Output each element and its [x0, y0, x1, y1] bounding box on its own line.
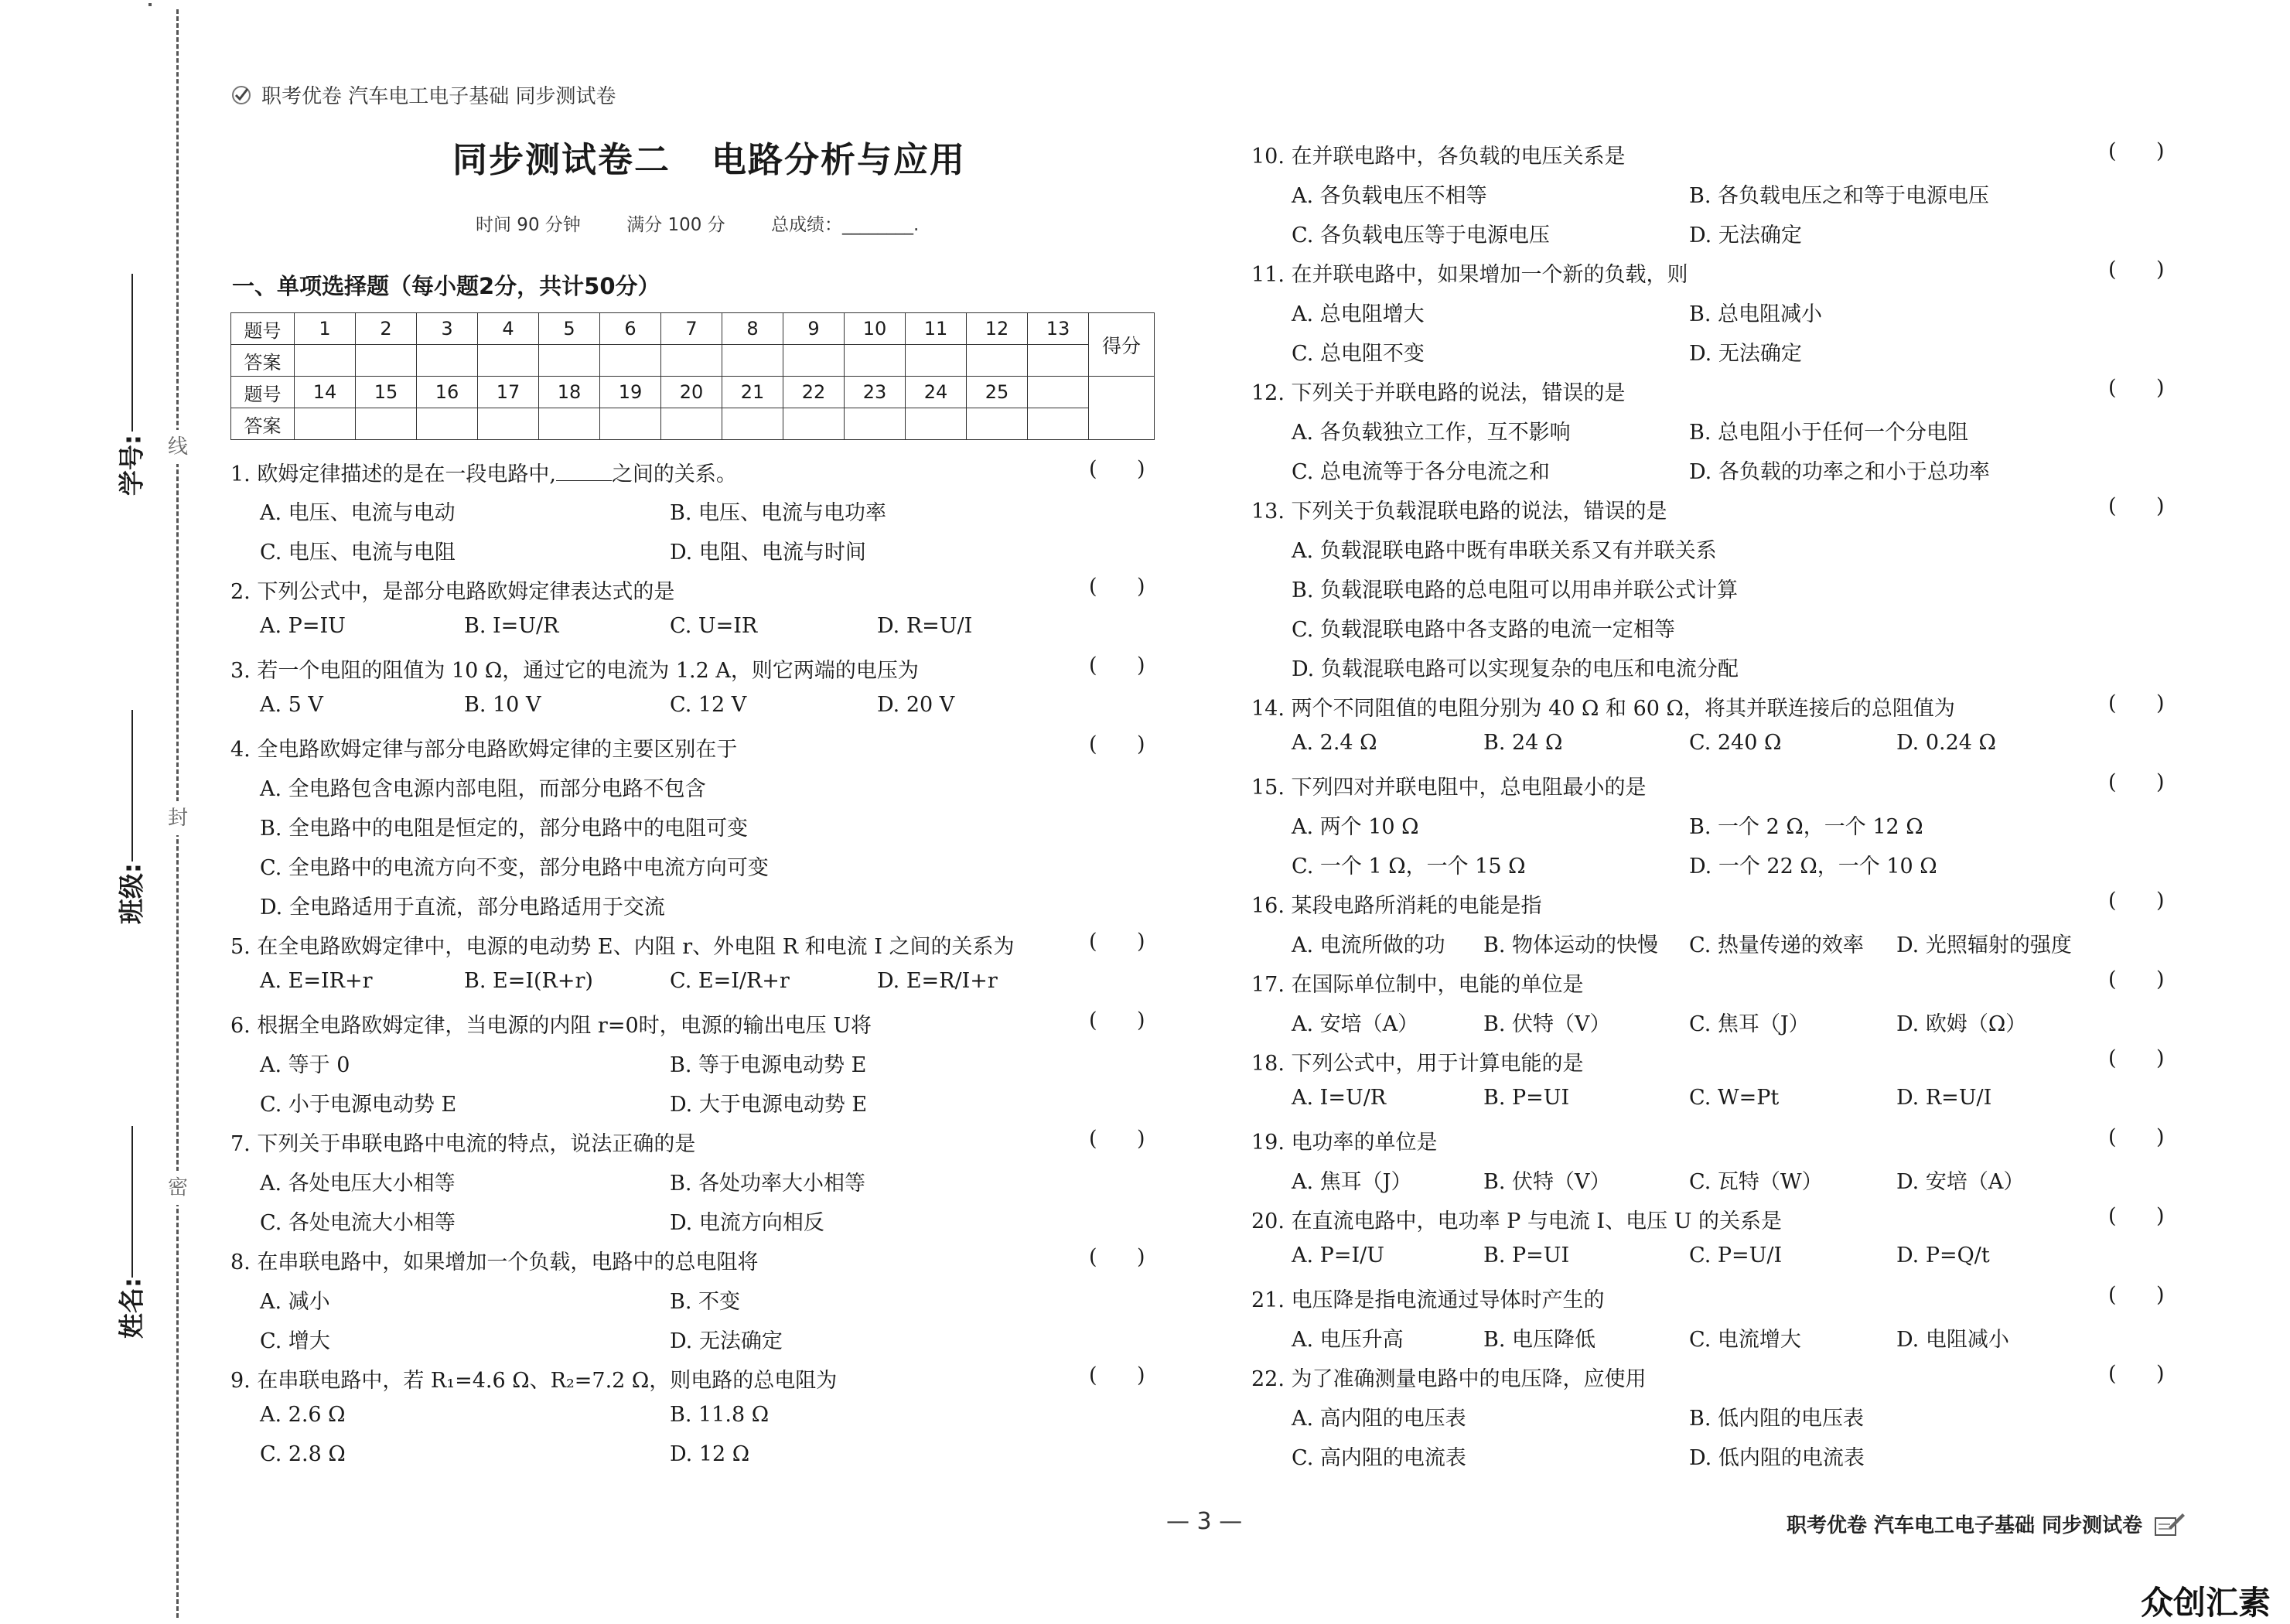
question-19-stem: 19. 电功率的单位是: [1251, 1131, 1438, 1155]
series-header: [230, 80, 616, 109]
answer-paren[interactable]: ( ): [2108, 139, 2165, 163]
question-7-option-d[interactable]: D. 电流方向相反: [670, 1211, 824, 1235]
exam-full-score: 满分 100 分: [626, 215, 725, 235]
question-22-option-a[interactable]: A. 高内阻的电压表: [1292, 1407, 1466, 1431]
question-number-cell: 1: [295, 313, 356, 345]
question-6-option-c[interactable]: C. 小于电源电动势 E: [260, 1093, 457, 1117]
question-14-option-d[interactable]: D. 0.24 Ω: [1896, 731, 1996, 755]
answer-cell[interactable]: [783, 408, 845, 440]
question-16-stem: 16. 某段电路所消耗的电能是指: [1251, 894, 1542, 918]
question-number-cell: 25: [967, 377, 1028, 408]
question-number-cell: 3: [417, 313, 478, 345]
question-3-option-a[interactable]: A. 5 V: [260, 693, 323, 717]
answer-paren[interactable]: ( ): [2108, 258, 2165, 281]
question-16-option-d[interactable]: D. 光照辐射的强度: [1896, 933, 2072, 957]
question-10-option-a[interactable]: A. 各负载电压不相等: [1292, 184, 1487, 208]
answer-cell[interactable]: [539, 345, 600, 377]
question-number-cell: 23: [845, 377, 906, 408]
question-20-option-b[interactable]: B. P=UI: [1483, 1244, 1570, 1267]
question-22-option-b[interactable]: B. 低内阻的电压表: [1689, 1407, 1865, 1431]
table-header-cell: 答案: [231, 345, 295, 377]
question-18-option-b[interactable]: B. P=UI: [1483, 1086, 1570, 1110]
question-9-option-b[interactable]: B. 11.8 Ω: [670, 1403, 770, 1427]
table-header-cell: 答案: [231, 408, 295, 440]
question-6-option-d[interactable]: D. 大于电源电动势 E: [670, 1093, 868, 1117]
answer-cell[interactable]: [661, 408, 722, 440]
question-16-option-a[interactable]: A. 电流所做的功: [1292, 933, 1445, 957]
question-16-option-b[interactable]: B. 物体运动的快慢: [1483, 933, 1659, 957]
answer-paren[interactable]: ( ): [2108, 770, 2165, 794]
check-icon: [230, 84, 252, 106]
page-number: — 3 —: [1166, 1508, 1243, 1535]
answer-paren[interactable]: ( ): [2108, 1125, 2165, 1149]
question-10-option-b[interactable]: B. 各负载电压之和等于电源电压: [1689, 184, 1990, 208]
series-header-text: 职考优卷 汽车电工电子基础 同步测试卷: [261, 85, 616, 108]
question-number-cell: 20: [661, 377, 722, 408]
answer-cell[interactable]: [661, 345, 722, 377]
score-header-cell: 得分: [1089, 313, 1155, 377]
answer-cell[interactable]: [783, 345, 845, 377]
answer-paren[interactable]: ( ): [2108, 889, 2165, 913]
question-12-option-c[interactable]: C. 总电流等于各分电流之和: [1292, 460, 1550, 484]
question-9-option-c[interactable]: C. 2.8 Ω: [260, 1442, 346, 1466]
question-16-option-c[interactable]: C. 热量传递的效率: [1689, 933, 1864, 957]
question-20-stem: 20. 在直流电路中，电功率 P 与电流 I、电压 U 的关系是: [1251, 1209, 1783, 1233]
answer-paren[interactable]: ( ): [2108, 376, 2165, 400]
question-17-option-c[interactable]: C. 焦耳（J）: [1689, 1012, 1810, 1036]
question-17-option-a[interactable]: A. 安培（A）: [1292, 1012, 1419, 1036]
fill-blank[interactable]: [556, 463, 612, 481]
question-1-option-c[interactable]: C. 电压、电流与电阻: [260, 541, 456, 565]
question-7-option-b[interactable]: B. 各处功率大小相等: [670, 1172, 866, 1196]
question-22-option-d[interactable]: D. 低内阻的电流表: [1689, 1446, 1865, 1470]
question-15-option-b[interactable]: B. 一个 2 Ω，一个 12 Ω: [1689, 815, 1923, 839]
question-15-stem: 15. 下列四对并联电阻中，总电阻最小的是: [1251, 776, 1647, 800]
answer-paren[interactable]: ( ): [1089, 732, 1145, 756]
answer-cell[interactable]: [722, 345, 783, 377]
question-6-option-b[interactable]: B. 等于电源电动势 E: [670, 1053, 867, 1077]
question-number-cell: 19: [600, 377, 661, 408]
table-header-cell: 题号: [231, 313, 295, 345]
answer-paren[interactable]: ( ): [1089, 575, 1145, 599]
question-9-stem: 9. 在串联电路中，若 R₁=4.6 Ω、R₂=7.2 Ω，则电路的总电阻为: [230, 1369, 838, 1393]
answer-cell[interactable]: [295, 408, 356, 440]
question-20-option-d[interactable]: D. P=Q/t: [1896, 1244, 1990, 1267]
question-5-option-b[interactable]: B. E=I(R+r): [464, 969, 593, 993]
question-14-option-c[interactable]: C. 240 Ω: [1689, 731, 1782, 755]
question-19-option-a[interactable]: A. 焦耳（J）: [1292, 1170, 1412, 1194]
question-17-stem: 17. 在国际单位制中，电能的单位是: [1251, 973, 1584, 997]
question-number-cell: 16: [417, 377, 478, 408]
question-3-option-d[interactable]: D. 20 V: [877, 693, 955, 717]
question-12-stem: 12. 下列关于并联电路的说法，错误的是: [1251, 381, 1626, 405]
answer-cell[interactable]: [295, 345, 356, 377]
question-18-option-d[interactable]: D. R=U/I: [1896, 1086, 1992, 1110]
question-11-option-b[interactable]: B. 总电阻减小: [1689, 302, 1823, 326]
question-14-option-a[interactable]: A. 2.4 Ω: [1292, 731, 1377, 755]
question-number-cell: 9: [783, 313, 845, 345]
answer-paren[interactable]: ( ): [1089, 1127, 1145, 1151]
question-number-cell: 12: [967, 313, 1028, 345]
answer-paren[interactable]: ( ): [2108, 1046, 2165, 1070]
question-1-option-a[interactable]: A. 电压、电流与电动: [260, 501, 456, 525]
question-2-option-b[interactable]: B. I=U/R: [464, 614, 559, 638]
question-1-stem-part2: 之间的关系。: [611, 462, 737, 486]
question-number-cell: 24: [906, 377, 967, 408]
question-21-option-a[interactable]: A. 电压升高: [1292, 1328, 1404, 1352]
answer-cell[interactable]: [906, 345, 967, 377]
question-1-stem: [230, 457, 737, 487]
question-13-stem: 13. 下列关于负载混联电路的说法，错误的是: [1251, 500, 1667, 524]
question-2-option-c[interactable]: C. U=IR: [670, 614, 758, 638]
question-12-option-a[interactable]: A. 各负载独立工作，互不影响: [1292, 421, 1571, 445]
question-7-option-a[interactable]: A. 各处电压大小相等: [260, 1172, 456, 1196]
question-20-option-a[interactable]: A. P=I/U: [1292, 1244, 1384, 1267]
question-6-option-a[interactable]: A. 等于 0: [260, 1053, 350, 1077]
question-15-option-c[interactable]: C. 一个 1 Ω，一个 15 Ω: [1292, 855, 1526, 879]
student-id-underline: [131, 274, 133, 432]
answer-table: [230, 312, 1155, 440]
answer-cell[interactable]: [906, 408, 967, 440]
student-id-label: 学号:: [116, 434, 147, 496]
question-number-cell: 4: [478, 313, 539, 345]
question-number-cell: 17: [478, 377, 539, 408]
answer-paren[interactable]: ( ): [1089, 653, 1145, 677]
question-1-stem-part1: 1. 欧姆定律描述的是在一段电路中,: [230, 462, 556, 486]
answer-cell[interactable]: [1028, 408, 1089, 440]
question-4-option-b[interactable]: B. 全电路中的电阻是恒定的，部分电路中的电阻可变: [260, 817, 749, 841]
answer-paren[interactable]: ( ): [2108, 494, 2165, 518]
question-number-cell: 6: [600, 313, 661, 345]
answer-cell[interactable]: [478, 408, 539, 440]
question-12-option-b[interactable]: B. 总电阻小于任何一个分电阻: [1689, 421, 1969, 445]
question-5-option-a[interactable]: A. E=IR+r: [260, 969, 373, 993]
question-number-cell: 8: [722, 313, 783, 345]
question-18-stem: 18. 下列公式中，用于计算电能的是: [1251, 1052, 1584, 1076]
question-18-option-c[interactable]: C. W=Pt: [1689, 1086, 1780, 1110]
answer-paren[interactable]: ( ): [2108, 691, 2165, 715]
question-3-stem: 3. 若一个电阻的阻值为 10 Ω，通过它的电流为 1.2 A，则它两端的电压为: [230, 659, 919, 683]
question-21-option-c[interactable]: C. 电流增大: [1689, 1328, 1801, 1352]
name-underline: [131, 1126, 133, 1278]
exam-time: 时间 90 分钟: [476, 215, 581, 235]
question-2-stem: 2. 下列公式中，是部分电路欧姆定律表达式的是: [230, 580, 675, 604]
question-6-stem: 6. 根据全电路欧姆定律，当电源的内阻 r=0时，电源的输出电压 U将: [230, 1014, 872, 1038]
answer-paren[interactable]: ( ): [2108, 1204, 2165, 1228]
answer-paren[interactable]: ( ): [1089, 930, 1145, 954]
question-13-option-c[interactable]: C. 负载混联电路中各支路的电流一定相等: [1292, 618, 1675, 642]
answer-cell[interactable]: [478, 345, 539, 377]
answer-cell[interactable]: [967, 408, 1028, 440]
binding-dot: [148, 3, 152, 6]
answer-cell[interactable]: [967, 345, 1028, 377]
question-8-stem: 8. 在串联电路中，如果增加一个负载，电路中的总电阻将: [230, 1250, 759, 1274]
question-10-stem: 10. 在并联电路中，各负载的电压关系是: [1251, 145, 1626, 169]
question-number-cell: 5: [539, 313, 600, 345]
question-21-stem: 21. 电压降是指电流通过导体时产生的: [1251, 1288, 1605, 1312]
question-number-cell: 2: [356, 313, 417, 345]
answer-cell[interactable]: [845, 408, 906, 440]
binding-mark-line: 线: [162, 430, 193, 464]
answer-cell[interactable]: [722, 408, 783, 440]
binding-mark-seal: 封: [162, 801, 193, 835]
question-21-option-d[interactable]: D. 电阻减小: [1896, 1328, 2009, 1352]
answer-cell[interactable]: [1028, 345, 1089, 377]
pen-paper-icon: [2153, 1510, 2186, 1538]
question-1-option-d[interactable]: D. 电阻、电流与时间: [670, 541, 866, 565]
question-number-cell: 13: [1028, 313, 1089, 345]
question-2-option-d[interactable]: D. R=U/I: [877, 614, 973, 638]
question-11-stem: 11. 在并联电路中，如果增加一个新的负载，则: [1251, 263, 1688, 287]
question-4-option-a[interactable]: A. 全电路包含电源内部电阻，而部分电路不包含: [260, 777, 706, 801]
question-3-option-c[interactable]: C. 12 V: [670, 693, 747, 717]
answer-paren[interactable]: ( ): [2108, 1283, 2165, 1307]
question-number-cell: [1028, 377, 1089, 408]
question-8-option-a[interactable]: A. 减小: [260, 1290, 330, 1314]
question-13-option-a[interactable]: A. 负载混联电路中既有串联关系又有并联关系: [1292, 539, 1717, 563]
question-21-option-b[interactable]: B. 电压降低: [1483, 1328, 1596, 1352]
answer-paren[interactable]: ( ): [1089, 457, 1145, 481]
question-number-cell: 7: [661, 313, 722, 345]
page-title: 同步测试卷二 电路分析与应用: [452, 139, 967, 180]
question-7-option-c[interactable]: C. 各处电流大小相等: [260, 1211, 456, 1235]
question-20-option-c[interactable]: C. P=U/I: [1689, 1244, 1783, 1267]
section-title: 一、单项选择题（每小题2分，共计50分）: [232, 273, 660, 299]
exam-meta: [476, 210, 959, 236]
answer-cell[interactable]: [539, 408, 600, 440]
answer-cell[interactable]: [845, 345, 906, 377]
question-18-option-a[interactable]: A. I=U/R: [1292, 1086, 1387, 1110]
question-22-option-c[interactable]: C. 高内阻的电流表: [1292, 1446, 1466, 1470]
question-5-stem: 5. 在全电路欧姆定律中，电源的电动势 E、内阻 r、外电阻 R 和电流 I 之间的关系为: [230, 935, 1015, 959]
question-5-option-c[interactable]: C. E=I/R+r: [670, 969, 790, 993]
question-4-stem: 4. 全电路欧姆定律与部分电路欧姆定律的主要区别在于: [230, 738, 738, 762]
answer-paren[interactable]: ( ): [1089, 1245, 1145, 1269]
question-9-option-a[interactable]: A. 2.6 Ω: [260, 1403, 346, 1427]
question-17-option-d[interactable]: D. 欧姆（Ω）: [1896, 1012, 2027, 1036]
question-number-cell: 18: [539, 377, 600, 408]
question-19-option-d[interactable]: D. 安培（A）: [1896, 1170, 2025, 1194]
question-15-option-a[interactable]: A. 两个 10 Ω: [1292, 815, 1419, 839]
question-13-option-d[interactable]: D. 负载混联电路可以实现复杂的电压和电流分配: [1292, 657, 1739, 681]
answer-cell[interactable]: [417, 345, 478, 377]
question-17-option-b[interactable]: B. 伏特（V）: [1483, 1012, 1611, 1036]
exam-total-score: 总成绩：________.: [771, 215, 920, 235]
question-8-option-d[interactable]: D. 无法确定: [670, 1329, 783, 1353]
question-4-option-c[interactable]: C. 全电路中的电流方向不变，部分电路中电流方向可变: [260, 856, 769, 880]
footer-text: 职考优卷 汽车电工电子基础 同步测试卷: [1787, 1514, 2143, 1537]
question-15-option-d[interactable]: D. 一个 22 Ω，一个 10 Ω: [1689, 855, 1937, 879]
question-19-option-c[interactable]: C. 瓦特（W）: [1689, 1170, 1823, 1194]
question-number-cell: 15: [356, 377, 417, 408]
question-19-option-b[interactable]: B. 伏特（V）: [1483, 1170, 1611, 1194]
question-10-option-c[interactable]: C. 各负载电压等于电源电压: [1292, 223, 1550, 247]
question-1-option-b[interactable]: B. 电压、电流与电功率: [670, 501, 887, 525]
question-8-option-c[interactable]: C. 增大: [260, 1329, 330, 1353]
question-14-stem: 14. 两个不同阻值的电阻分别为 40 Ω 和 60 Ω，将其并联连接后的总阻值为: [1251, 697, 1955, 721]
watermark-logo: 众创汇素: [2141, 1584, 2271, 1622]
question-number-cell: 11: [906, 313, 967, 345]
answer-paren[interactable]: ( ): [2108, 967, 2165, 991]
footer: [1787, 1510, 2186, 1538]
question-2-option-a[interactable]: A. P=IU: [260, 614, 346, 638]
question-22-stem: 22. 为了准确测量电路中的电压降，应使用: [1251, 1367, 1647, 1391]
question-number-cell: 10: [845, 313, 906, 345]
question-11-option-d[interactable]: D. 无法确定: [1689, 342, 1802, 366]
answer-cell[interactable]: [600, 345, 661, 377]
question-number-cell: 21: [722, 377, 783, 408]
class-label: 班级:: [116, 862, 147, 925]
name-label: 姓名:: [116, 1277, 147, 1339]
answer-cell[interactable]: [417, 408, 478, 440]
question-14-option-b[interactable]: B. 24 Ω: [1483, 731, 1563, 755]
table-header-cell: 题号: [231, 377, 295, 408]
question-number-cell: 22: [783, 377, 845, 408]
question-10-option-d[interactable]: D. 无法确定: [1689, 223, 1802, 247]
question-11-option-a[interactable]: A. 总电阻增大: [1292, 302, 1425, 326]
question-11-option-c[interactable]: C. 总电阻不变: [1292, 342, 1425, 366]
class-underline: [131, 710, 133, 861]
question-5-option-d[interactable]: D. E=R/I+r: [877, 969, 998, 993]
question-9-option-d[interactable]: D. 12 Ω: [670, 1442, 750, 1466]
answer-cell[interactable]: [356, 408, 417, 440]
question-13-option-b[interactable]: B. 负载混联电路的总电阻可以用串并联公式计算: [1292, 578, 1739, 602]
question-12-option-d[interactable]: D. 各负载的功率之和小于总功率: [1689, 460, 1990, 484]
binding-mark-secret: 密: [162, 1171, 193, 1205]
question-number-cell: 14: [295, 377, 356, 408]
score-cell[interactable]: [1089, 377, 1155, 440]
question-3-option-b[interactable]: B. 10 V: [464, 693, 541, 717]
question-7-stem: 7. 下列关于串联电路中电流的特点，说法正确的是: [230, 1132, 696, 1156]
answer-cell[interactable]: [600, 408, 661, 440]
question-4-option-d[interactable]: D. 全电路适用于直流，部分电路适用于交流: [260, 896, 665, 919]
answer-paren[interactable]: ( ): [2108, 1362, 2165, 1386]
question-8-option-b[interactable]: B. 不变: [670, 1290, 741, 1314]
answer-paren[interactable]: ( ): [1089, 1008, 1145, 1032]
answer-paren[interactable]: ( ): [1089, 1363, 1145, 1387]
answer-cell[interactable]: [356, 345, 417, 377]
